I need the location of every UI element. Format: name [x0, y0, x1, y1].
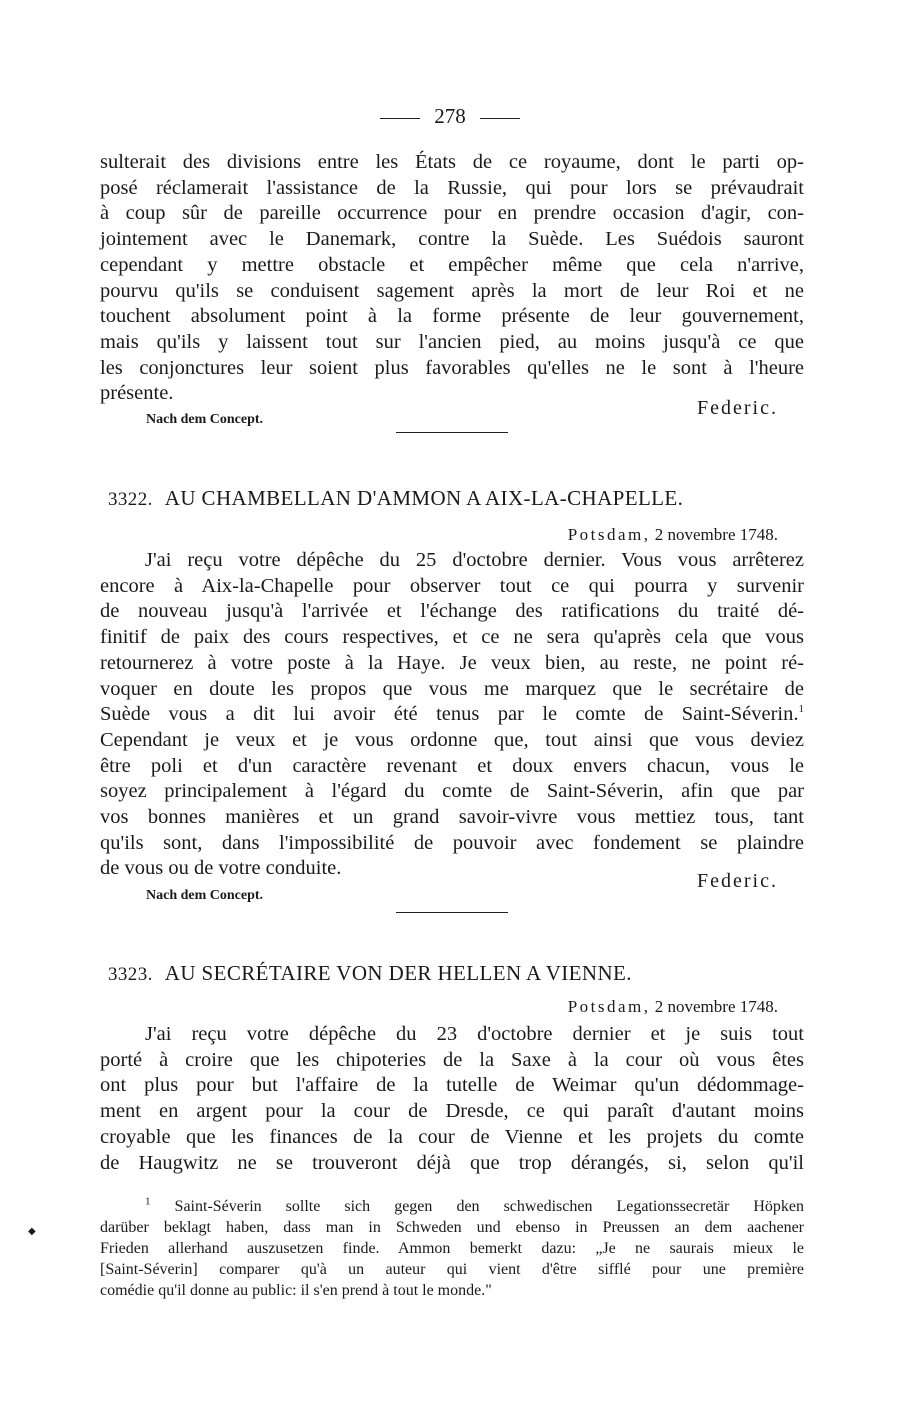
source-note: Nach dem Concept.	[146, 888, 264, 903]
text-line: croyable que les finances de la cour de Vienne et les projets du comte	[100, 1125, 804, 1148]
footnote-line	[100, 1196, 804, 1217]
section-divider	[396, 432, 508, 433]
text-line: encore à Aix-la-Chapelle pour observer tout ce qui pourra y survenir	[100, 574, 804, 597]
footnote-line: darüber beklagt haben, dass man in Schweden und ebenso in Preussen an dem aachener	[100, 1219, 804, 1236]
signature: Federic.	[697, 397, 778, 419]
margin-mark: ◆	[28, 1226, 36, 1237]
letter-heading	[108, 486, 683, 511]
text-line: les conjonctures leur soient plus favorables qu'elles ne le sont à l'heure	[100, 356, 804, 379]
signature: Federic.	[697, 870, 778, 892]
text-line: à coup sûr de pareille occurrence pour en prendre occasion d'agir, con-	[100, 202, 804, 225]
dateline-place: Potsdam,	[567, 997, 651, 1016]
text-line: posé réclamerait l'assistance de la Russie, qui pour lors se prévaudrait	[100, 176, 804, 199]
footnote	[100, 1196, 804, 1301]
text-line: finitif de paix des cours respectives, et ce ne sera qu'après cela que vous	[100, 626, 804, 649]
footnote-number: 1	[145, 1195, 151, 1208]
text-line: soyez principalement à l'égard du comte de Saint-Séverin, afin que par	[100, 780, 804, 803]
text-line: présente.	[100, 382, 174, 405]
text-line: touchent absolument point à la forme présente de leur gouvernement,	[100, 305, 804, 328]
text-line: ont plus pour but l'affaire de la tutelle de Weimar qu'un dédommage-	[100, 1074, 804, 1097]
text-line: Cependant je veux et je vous ordonne que, tout ainsi que vous deviez	[100, 728, 804, 751]
text-line: sulterait des divisions entre les États de ce royaume, dont le parti op-	[100, 151, 804, 173]
footnote-line: [Saint-Séverin] comparer qu'à un auteur qui vient d'être sifflé pour une première	[100, 1261, 804, 1278]
dateline-date: 2 novembre 1748.	[654, 525, 778, 544]
dateline-date: 2 novembre 1748.	[654, 997, 778, 1016]
text-line: de Haugwitz ne se trouveront déjà que trop dérangés, si, selon qu'il	[100, 1151, 804, 1174]
page-number: 278	[434, 104, 466, 128]
text-line: pourvu qu'ils se conduisent sagement après la mort de leur Roi et ne	[100, 279, 804, 302]
text-line: qu'ils sont, dans l'impossibilité de pouvoir avec fondement se plaindre	[100, 831, 804, 854]
footnote-line: Frieden allerhand auszusetzen finde. Ammon bemerkt dazu: „Je ne saurais mieux le	[100, 1240, 804, 1257]
source-note: Nach dem Concept.	[146, 412, 264, 427]
text-line: Suède vous a dit lui avoir été tenus par le comte de Saint-Séverin.	[100, 703, 799, 726]
text-line: de vous ou de votre conduite.	[100, 857, 342, 880]
letter-body	[100, 1022, 804, 1176]
section-divider	[396, 912, 508, 913]
text-line: jointement avec le Danemark, contre la Suède. Les Suédois sauront	[100, 228, 804, 251]
text-line: porté à croire que les chipoteries de la Saxe à la cour où vous êtes	[100, 1048, 804, 1071]
letter-title: AU SECRÉTAIRE VON DER HELLEN A VIENNE.	[164, 961, 632, 985]
letter-title: AU CHAMBELLAN D'AMMON A AIX-LA-CHAPELLE.	[164, 486, 684, 510]
dateline-place: Potsdam,	[567, 525, 651, 544]
letter-body	[100, 548, 804, 882]
dateline	[568, 997, 778, 1017]
text-line: mais qu'ils y laissent tout sur l'ancien pied, au moins jusqu'à ce que	[100, 330, 804, 353]
dateline	[568, 525, 778, 545]
text-line: vos bonnes manières et un grand savoir-vivre vous mettiez tous, tant	[100, 806, 804, 829]
text-line-with-footnote	[100, 702, 804, 728]
text-line: J'ai reçu votre dépêche du 23 d'octobre dernier et je suis tout	[145, 1023, 804, 1045]
text-line: cependant y mettre obstacle et empêcher même que cela n'arrive,	[100, 253, 804, 276]
footnote-line: comédie qu'il donne au public: il s'en prend à tout le monde."	[100, 1282, 492, 1299]
text-line: être poli et d'un caractère revenant et doux envers chacun, vous le	[100, 754, 804, 777]
text-line: ment en argent pour la cour de Dresde, ce qui paraît d'autant moins	[100, 1100, 804, 1123]
letter-heading	[108, 961, 632, 986]
text-line: J'ai reçu votre dépêche du 25 d'octobre dernier. Vous vous arrêterez	[145, 549, 804, 571]
page-header	[0, 104, 900, 129]
text-line: de nouveau jusqu'à l'arrivée et l'échange des ratifications du traité dé-	[100, 600, 804, 623]
footnote-marker: 1	[798, 703, 804, 716]
text-line: voquer en doute les propos que vous me marquez que le secrétaire de	[100, 677, 804, 700]
letter-number: 3322.	[108, 489, 153, 510]
footnote-text: Saint-Séverin sollte sich gegen den schwedischen Legationssecretär Höpken	[174, 1198, 804, 1215]
header-dash-left	[380, 118, 420, 119]
header-dash-right	[480, 118, 520, 119]
letter-number: 3323.	[108, 964, 153, 985]
continuation-text	[100, 150, 804, 407]
text-line: retournerez à votre poste à la Haye. Je veux bien, au reste, ne point ré-	[100, 651, 804, 674]
